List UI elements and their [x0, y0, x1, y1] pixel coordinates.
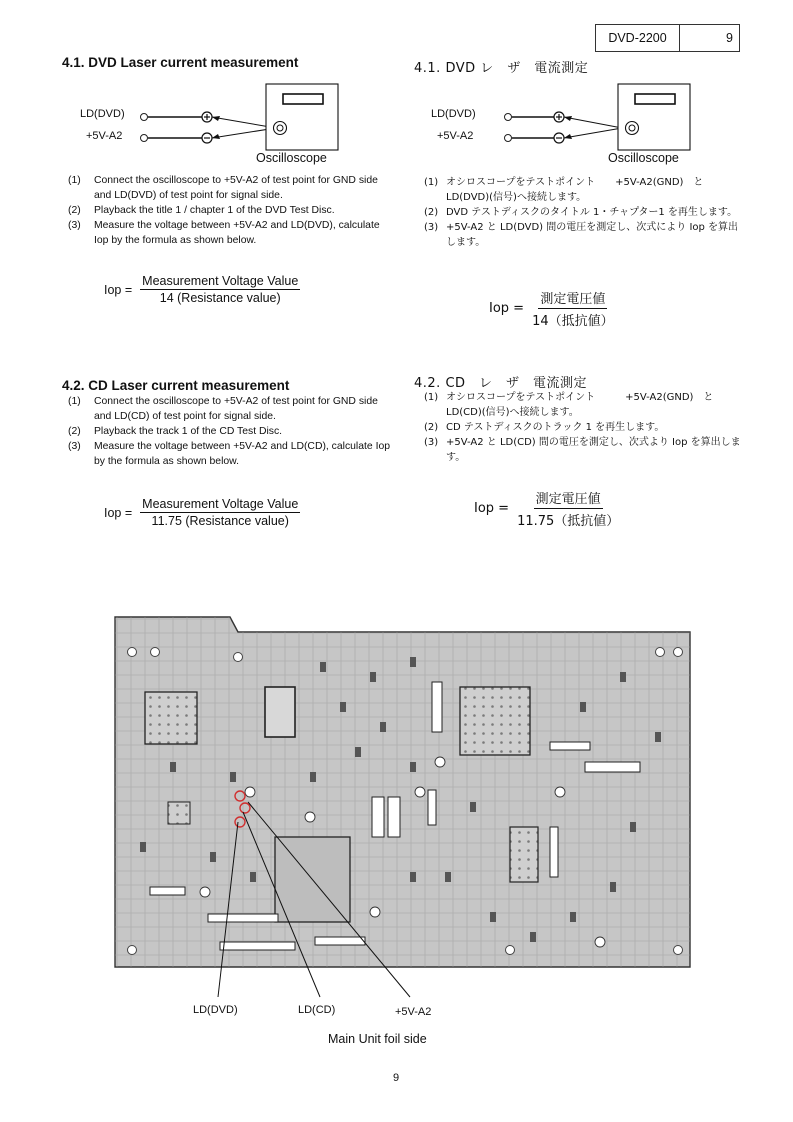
dvd-diagram-label-v: +5V-A2 — [86, 130, 123, 142]
dvd-oscilloscope-diagram — [140, 80, 350, 155]
dvd-formula: Iop = $\frac{\text{Measurement Voltage Value}}{\text{14 (Resistance value)}}$ — [104, 274, 299, 305]
dvd-oscilloscope-label: Oscilloscope — [256, 151, 327, 165]
cd-formula-jp-numerator: 測定電圧値 — [534, 488, 603, 509]
dvd-oscilloscope-diagram-jp — [492, 80, 702, 155]
main-unit-pcb-illustration — [110, 612, 695, 1022]
dvd-formula-jp: Iop = $\frac{\text{測定電圧値}}{\text{14（抵抗値）}}$ — [489, 288, 614, 329]
section-title-dvd: 4.1. DVD Laser current measurement — [62, 55, 299, 70]
list-item: (1) Connect the oscilloscope to +5V-A2 of test point for GND side and LD(CD) of test point for signal side. — [68, 396, 378, 422]
dvd-diagram-label-v-jp: +5V-A2 — [437, 130, 474, 142]
section-title-cd: 4.2. CD Laser current measurement — [62, 378, 290, 393]
list-item: (2) DVD テストディスクのタイトル 1・チャプター1 を再生します。 — [424, 207, 738, 218]
dvd-formula-numerator: Measurement Voltage Value — [142, 274, 299, 288]
cd-formula-jp: Iop = $\frac{\text{測定電圧値}}{\text{11.75（抵抗値）}}$ — [474, 488, 619, 529]
dvd-formula-jp-numerator: 測定電圧値 — [538, 288, 607, 309]
dvd-diagram-label-ld-jp: LD(DVD) — [431, 108, 476, 120]
header-model: DVD-2200 — [596, 25, 680, 51]
cd-formula-jp-denominator: 11.75（抵抗値） — [517, 514, 620, 529]
header-page-number: 9 — [726, 31, 733, 45]
list-item: (2) CD テストディスクのトラック 1 を再生します。 — [424, 422, 665, 433]
list-item: (1) オシロスコープをテストポイント +5V-A2(GND) と LD(CD)(信号)へ接続します。 — [424, 392, 714, 418]
pcb-label-5v-a2: +5V-A2 — [395, 1006, 432, 1018]
dvd-oscilloscope-label-jp: Oscilloscope — [608, 151, 679, 165]
section-title-dvd-jp: 4.1. DVD レ ザ 電流測定 — [414, 61, 589, 76]
list-item: (3) +5V-A2 と LD(DVD) 間の電圧を測定し、次式により Iop を算出します。 — [424, 222, 739, 248]
cd-formula-denominator: 11.75 (Resistance value) — [151, 514, 289, 528]
header-model-box — [595, 24, 740, 52]
cd-steps-jp — [424, 390, 742, 465]
list-item: (3) +5V-A2 と LD(CD) 間の電圧を測定し、次式より Iop を算出します。 — [424, 437, 741, 463]
cd-formula-numerator: Measurement Voltage Value — [142, 497, 299, 511]
list-item: (1) オシロスコープをテストポイント +5V-A2(GND) と LD(DVD)(信号)へ接続します。 — [424, 177, 704, 203]
list-item: (3) Measure the voltage between +5V-A2 and LD(DVD), calculate Iop by the formula as shown below. — [68, 220, 380, 246]
list-item: (2) Playback the title 1 / chapter 1 of the DVD Test Disc. — [68, 205, 335, 216]
cd-steps — [68, 394, 396, 469]
pcb-label-ld-dvd: LD(DVD) — [193, 1004, 238, 1016]
list-item: (3) Measure the voltage between +5V-A2 and LD(CD), calculate Iop by the formula as shown below. — [68, 441, 391, 467]
pcb-label-ld-cd: LD(CD) — [298, 1004, 336, 1016]
dvd-steps — [68, 173, 396, 248]
list-item: (2) Playback the track 1 of the CD Test Disc. — [68, 426, 283, 437]
cd-formula: Iop = $\frac{\text{Measurement Voltage Value}}{\text{11.75 (Resistance value)}}$ — [104, 497, 299, 528]
dvd-formula-jp-denominator: 14（抵抗値） — [532, 314, 614, 329]
pcb-caption: Main Unit foil side — [328, 1032, 427, 1046]
list-item: (1) Connect the oscilloscope to +5V-A2 of test point for GND side and LD(DVD) of test point for signal side. — [68, 175, 378, 201]
dvd-diagram-label-ld: LD(DVD) — [80, 108, 125, 120]
section-title-cd-jp: 4.2. CD レ ザ 電流測定 — [414, 376, 588, 391]
dvd-formula-denominator: 14 (Resistance value) — [159, 291, 281, 305]
dvd-steps-jp — [424, 175, 742, 250]
footer-page-number: 9 — [393, 1072, 400, 1084]
